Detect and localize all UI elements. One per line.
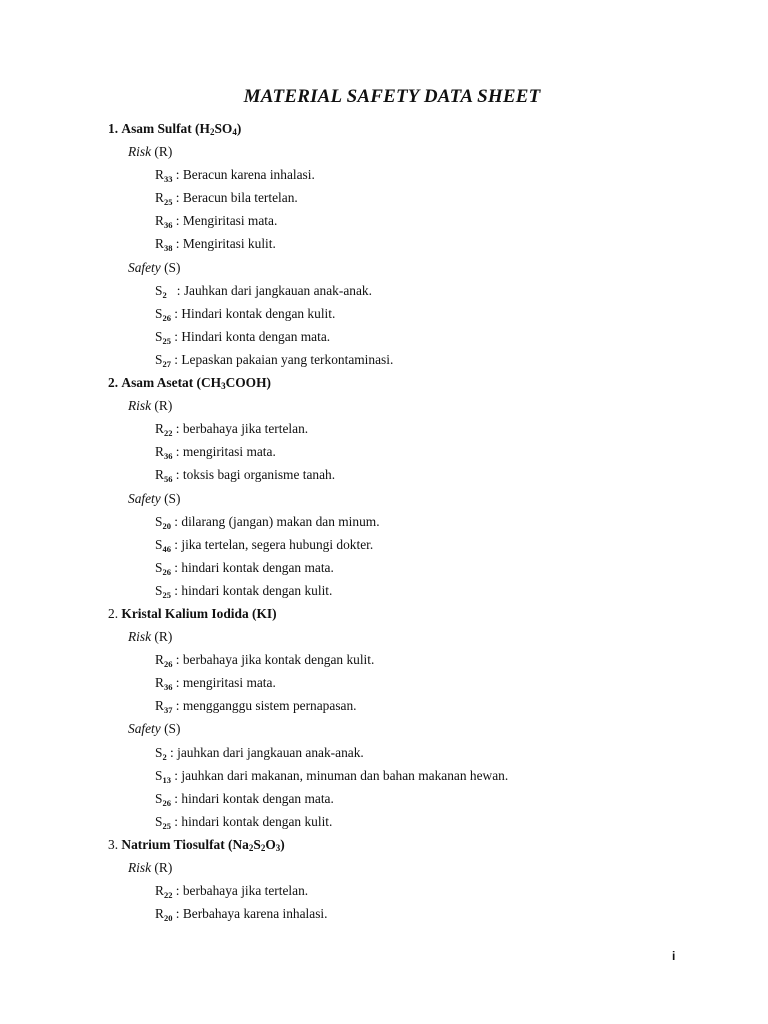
phrase-code-letter: S — [155, 536, 163, 552]
phrase-text: : dilarang (jangan) makan dan minum. — [170, 513, 380, 529]
phrase-code-number: 22 — [163, 428, 173, 439]
section-name-text: Natrium Tiosulfat (Na — [121, 836, 249, 852]
phrase-text: : Hindari kontak dengan kulit. — [170, 305, 336, 321]
formula-subscript: 4 — [232, 127, 237, 137]
category-heading — [0, 717, 768, 740]
phrase-code-letter: R — [155, 883, 164, 899]
phrase-code-number: 22 — [163, 890, 173, 901]
section-name-text: Asam Asetat (CH — [121, 375, 222, 391]
phrase-text: : Berbahaya karena inhalasi. — [172, 906, 328, 922]
phrase-code-letter: R — [155, 698, 164, 714]
section-number: 2. — [108, 605, 119, 621]
category-code: (S) — [164, 259, 181, 275]
phrase-text: : jauhkan dari makanan, minuman dan bahan makanan hewan. — [170, 767, 509, 783]
phrase-code-number: 26 — [162, 312, 171, 323]
category-label: Risk — [128, 144, 152, 160]
formula-subscript: 2 — [209, 127, 215, 137]
category-code: (R) — [154, 398, 173, 414]
phrase-code-letter: S — [155, 582, 163, 598]
section-name — [121, 121, 241, 136]
category-code: (R) — [154, 144, 173, 160]
phrase-code-number: 38 — [163, 243, 173, 254]
category-label: Safety — [128, 490, 161, 506]
phrase-text: : berbahaya jika kontak dengan kulit. — [172, 652, 375, 668]
section-number: 1. — [108, 121, 119, 136]
section-name — [121, 606, 276, 621]
phrase-code-letter: R — [155, 190, 164, 206]
phrase-text: : Beracun karena inhalasi. — [172, 167, 315, 183]
phrase-text: : hindari kontak dengan mata. — [170, 790, 334, 806]
phrase-item — [0, 879, 768, 902]
phrase-item — [0, 694, 768, 717]
phrase-text: : Mengiritasi mata. — [172, 213, 278, 229]
section-name-text: O — [265, 836, 276, 852]
phrase-item — [0, 440, 768, 463]
phrase-code-number: 25 — [162, 589, 171, 600]
phrase-code-number: 2 — [162, 289, 167, 300]
category-heading — [0, 625, 768, 648]
phrase-code-letter: R — [155, 675, 164, 691]
phrase-item — [0, 787, 768, 810]
phrase-code-number: 26 — [162, 566, 171, 577]
phrase-code-letter: S — [155, 744, 163, 760]
phrase-text: : mengganggu sistem pernapasan. — [172, 698, 357, 714]
category-heading — [0, 856, 768, 879]
page-number: i — [672, 949, 676, 963]
document-body — [0, 117, 768, 925]
phrase-item — [0, 348, 768, 371]
phrase-code-number: 20 — [162, 520, 171, 531]
phrase-code-letter: S — [155, 813, 163, 829]
phrase-item — [0, 163, 768, 186]
phrase-item — [0, 556, 768, 579]
phrase-text: : jauhkan dari jangkauan anak-anak. — [166, 744, 364, 760]
category-code: (S) — [164, 490, 181, 506]
document-title: MATERIAL SAFETY DATA SHEET — [243, 86, 541, 107]
phrase-code-number: 33 — [163, 174, 173, 185]
phrase-code-number: 46 — [162, 543, 171, 554]
phrase-item — [0, 279, 768, 302]
phrase-item — [0, 810, 768, 833]
phrase-item — [0, 186, 768, 209]
phrase-text: : Jauhkan dari jangkauan anak-anak. — [166, 282, 372, 298]
phrase-code-number: 36 — [163, 220, 173, 231]
formula-subscript: 3 — [221, 381, 226, 392]
phrase-code-letter: S — [155, 328, 163, 344]
phrase-text: : Hindari konta dengan mata. — [170, 328, 331, 344]
phrase-text: : Lepaskan pakaian yang terkontaminasi. — [170, 351, 394, 367]
phrase-item — [0, 302, 768, 325]
section-name-text: ) — [280, 836, 285, 852]
phrase-code-letter: S — [155, 351, 163, 367]
phrase-code-letter: S — [155, 282, 163, 298]
phrase-code-number: 56 — [163, 474, 173, 485]
phrase-code-letter: R — [155, 236, 164, 252]
phrase-code-number: 27 — [162, 358, 171, 369]
phrase-item — [0, 764, 768, 787]
category-heading — [0, 394, 768, 417]
formula-subscript: 2 — [248, 842, 254, 853]
phrase-code-number: 36 — [163, 451, 173, 462]
phrase-text: : mengiritasi mata. — [172, 444, 276, 460]
formula-subscript: 2 — [260, 842, 266, 853]
category-label: Safety — [128, 721, 161, 737]
phrase-item — [0, 741, 768, 764]
category-heading — [0, 487, 768, 510]
phrase-item — [0, 902, 768, 925]
phrase-text: : Beracun bila tertelan. — [172, 190, 298, 206]
section-name — [121, 837, 284, 852]
phrase-code-letter: S — [155, 767, 163, 783]
phrase-code-number: 25 — [162, 335, 171, 346]
phrase-text: : hindari kontak dengan kulit. — [170, 582, 333, 598]
category-heading — [0, 256, 768, 279]
phrase-code-letter: S — [155, 305, 163, 321]
phrase-code-letter: R — [155, 444, 164, 460]
section-name-text: SO — [214, 121, 233, 136]
category-label: Safety — [128, 259, 161, 275]
category-label: Risk — [128, 860, 152, 875]
phrase-item — [0, 232, 768, 255]
phrase-code-number: 20 — [163, 913, 173, 924]
phrase-code-letter: S — [155, 559, 163, 575]
section-name-text: ) — [236, 121, 242, 136]
phrase-code-number: 26 — [163, 659, 173, 670]
category-code: (R) — [154, 860, 173, 875]
phrase-text: : jika tertelan, segera hubungi dokter. — [170, 536, 374, 552]
section-number: 3. — [108, 836, 119, 852]
phrase-code-letter: R — [155, 652, 164, 668]
section-name — [121, 375, 271, 390]
section-name-text: COOH) — [225, 375, 271, 391]
phrase-code-letter: R — [155, 167, 164, 183]
phrase-code-number: 26 — [162, 797, 171, 808]
section-heading — [0, 371, 768, 394]
phrase-code-letter: S — [155, 513, 163, 529]
category-label: Risk — [128, 398, 152, 414]
section-name-text: S — [253, 836, 261, 852]
phrase-code-letter: R — [155, 213, 164, 229]
phrase-code-letter: S — [155, 790, 163, 806]
section-heading — [0, 602, 768, 625]
phrase-code-number: 36 — [163, 682, 173, 693]
phrase-code-letter: R — [155, 906, 164, 922]
section-name-text: Kristal Kalium Iodida (KI) — [121, 605, 277, 621]
phrase-code-letter: R — [155, 421, 164, 437]
phrase-code-number: 25 — [163, 197, 173, 208]
phrase-item — [0, 209, 768, 232]
phrase-item — [0, 579, 768, 602]
category-code: (R) — [154, 629, 173, 645]
phrase-item — [0, 325, 768, 348]
category-code: (S) — [164, 721, 181, 737]
phrase-text: : berbahaya jika tertelan. — [172, 883, 309, 899]
phrase-code-number: 37 — [163, 705, 173, 716]
phrase-text: : hindari kontak dengan kulit. — [170, 813, 333, 829]
phrase-text: : toksis bagi organisme tanah. — [172, 467, 336, 483]
phrase-item — [0, 648, 768, 671]
phrase-item — [0, 417, 768, 440]
phrase-item — [0, 510, 768, 533]
section-name-text: Asam Sulfat (H — [121, 121, 210, 136]
phrase-text: : hindari kontak dengan mata. — [170, 559, 334, 575]
phrase-text: : Mengiritasi kulit. — [172, 236, 276, 252]
phrase-text: : berbahaya jika tertelan. — [172, 421, 309, 437]
phrase-code-number: 2 — [162, 751, 167, 762]
phrase-text: : mengiritasi mata. — [172, 675, 276, 691]
phrase-code-number: 25 — [162, 820, 171, 831]
phrase-code-number: 13 — [162, 774, 171, 785]
phrase-item — [0, 671, 768, 694]
phrase-code-letter: R — [155, 467, 164, 483]
section-number: 2. — [108, 375, 119, 391]
category-heading — [0, 140, 768, 163]
phrase-item — [0, 533, 768, 556]
section-heading — [0, 833, 768, 856]
section-heading — [0, 117, 768, 140]
phrase-item — [0, 463, 768, 486]
category-label: Risk — [128, 629, 152, 645]
formula-subscript: 3 — [275, 842, 281, 853]
